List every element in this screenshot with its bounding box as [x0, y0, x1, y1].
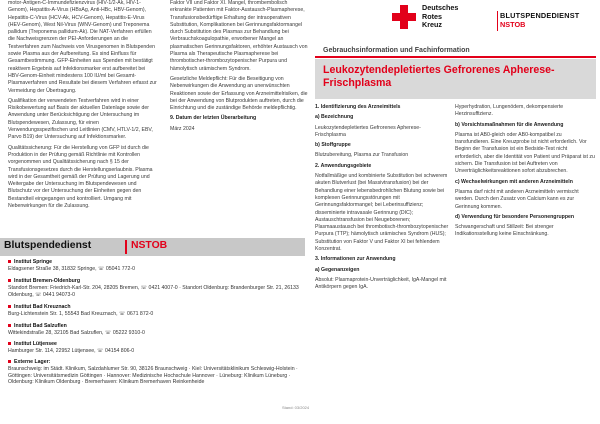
external-storage-heading: Externe Lager: [14, 359, 51, 365]
section-3d-text: Schwangerschaft und Stillzeit: Bei strenger Indikationsstellung keine Einschränkung. [455, 224, 554, 238]
section-1a-text: Leukozytendepletiertes Gefrorenes Apherese-Frischplasma [315, 124, 421, 138]
section-2-heading: 2. Anwendungsgebiete [315, 162, 372, 169]
drk-line: Kreuz [422, 20, 442, 30]
section-9-date: März 2024 [170, 125, 195, 132]
institute-name: Institut Springe [14, 259, 53, 265]
external-storage [8, 359, 304, 386]
logo-separator [497, 11, 498, 31]
product-title: Leukozytendepletiertes Gefrorenes Apherese-Frischplasma [323, 64, 555, 90]
institute-name: Institut Bad Salzuflen [14, 323, 67, 329]
text-column-2 [170, 0, 308, 236]
footer-note: Stand: 03/2024 [282, 405, 310, 410]
blutspendedienst-banner [0, 238, 305, 256]
bullet-icon [8, 360, 11, 363]
drk-line: Deutsches [422, 3, 459, 12]
section-3d-heading: d) Verwendung für besondere Personengruppen [455, 213, 575, 220]
product-title-box [315, 59, 596, 99]
bullet-icon [8, 324, 11, 327]
text-column-3 [315, 104, 450, 422]
red-divider [315, 56, 596, 58]
institute-entry [8, 259, 304, 273]
institute-address: Hamburger Str. 114, 22952 Lütjensee, ☏ 04154 806-0 [8, 347, 135, 354]
external-storage-text: Braunschweig: im Städt. Klinikum, Salzdahlumer Str. 90, 38126 Braunschweig · Kiel: Universitätsklinikum Schleswig-Holstein · Göttingen: Universitätsmedizin Göttingen · Hannover: Medizinische Hochschule Hannover · Lüneburg: Klinikum Lüneburg · Oldenburg: Klinikum Oldenburg · Bremerhaven: Klinikum Bremerhaven Reinkenheide [8, 365, 298, 386]
contraindications-cont: Hyperhydration, Lungenödem, dekompensierte Herzinsuffizienz. [455, 104, 564, 118]
section-3c-text: Plasma darf nicht mit anderen Arzneimitteln vermischt werden. Durch den Zusatz von Calcium kann es zur Gerinnung kommen. [455, 188, 579, 210]
bullet-icon [8, 279, 11, 282]
col2-paragraph: Gesetzliche Meldepflicht: Für die Beseitigung von Nebenwirkungen die Anwendung an unerwünschten Reaktionen sowie der Erfassung von Arzneimittelrisiken, die bei der Anwendung von Blutprodukten auftreten, durch die Einrichtung und die zuständige Behörde meldepflichtig. [170, 75, 308, 112]
institute-address: Standort Bremen: Friedrich-Karl-Str. 204, 28205 Bremen, ☏ 0421 4007-0 · Standort Oldenburg: Brandenburger Str. 21, 26133 Oldenburg, ☏ 0441 94073-0 [8, 284, 299, 298]
document-type-heading: Gebrauchsinformation und Fachinformation [323, 47, 470, 54]
section-3b-heading: b) Vorsichtsmaßnahmen für die Anwendung [455, 121, 564, 128]
banner-region: NSTOB [131, 240, 168, 251]
bsd-region: NSTOB [500, 20, 526, 29]
bsd-name: BLUTSPENDEDIENST [500, 11, 580, 20]
bullet-icon [8, 305, 11, 308]
section-2-text: Notfallmäßige und kombinierte Substitution bei schwerem akuten Blutverlust (bei Massivtransfusion) bei der Behandlung einer lebensbedrohlichen Blutung sowie bei komplexen Gerinnungsstörungen mit Gerinnungsfaktormangel; bei Leberinsuffizienz; disseminierte intravasale Gerinnung (DIC); Austauschtransfusion bei Neugeborenen; Plasmaaustausch bei thrombotisch-thrombozytopenischer Purpura (TTP); hämolytisch urämisches Syndrom (HUS); Substitution von Faktor V und Faktor XI bei fehlendem Konzentrat. [315, 173, 449, 253]
section-3a-heading: a) Gegenanzeigen [315, 266, 360, 273]
col2-paragraph: Faktor VII und Faktor XI. Mangel, thrombembolisch erkrankte Patienten mit Faktor-Austausch-Plasmapherese, Transfusionsbedürftige Erhaltung der intraoperativen Substitution, Komplikationen bei Gerinnungsfaktormangel durch Substitution des Plasmas zur Behandlung bei Verbrauchskoagulopathie, erworbener Mangel an plasmatischen Gerinnungsfaktoren, erhöhter Austausch von Plasma als Therapeutische Plasmapherese bei thrombotischer-thrombozytopenischer Purpura und hämolytisch urämischem Syndrom. [170, 0, 308, 72]
drk-line: Rotes [422, 11, 442, 21]
bullet-icon [8, 342, 11, 345]
col1-paragraph: Qualitätssicherung: Für die Herstellung von GFP ist durch die Produktion in der Prüfung gemäß Richtlinie mit Kontrollen vorgenommen und Qualitätssicherung nach § 15 der Transfusionsgesetzes durch die Herstellungserlaubnis. Plasma wird in der Gesamtheit gemäß der Prüfung und Lagerung und Weitergabe der Untersuchung im Blutspendewesen und Blutschutz vor der Untersuchung der Einheiten gegen den Bestandteil eingegangen und kontrolliert. Umgang mit Nebenwirkungen für die Zulassung. [8, 144, 153, 210]
col1-paragraph: motor-Antigen-C-Immundefizienzvirus (HIV-1/2-Ak, HIV-1-Genom), Hepatitis-A-Virus (HBsAg, Anti-HBc, HBV-Genom), Hepatitis-C-Virus (HCV-Ak, HCV-Genom), Hepatitis-E-Virus (HEV-Genom), West Nil-Virus (WNV-Genom) und Treponema pallidum (Treponema pallidum-Ak). Die NAT-Verfahren erfüllen die Nachweisgrenzen der PEI-Anforderungen an die Testverfahren zum Nachweis von Virusgenomen in Blutspenden sowie Plasma aus der Aufbereitung. Es sind Einfluss für Gesamtbestimmung. GFP-Einheiten aus Spenden mit bestätigt reaktivem Ergebnis auf Infektionsmarker erst aufbereitet bei HBV-Genom-Einheit mindestens 100 IU/ml bei Gesamt-Plasmaverfahren und Resultate bei diesem Verfahren erfasst zur Vermeidung der Übertragung. [8, 0, 157, 94]
text-column-1 [8, 0, 158, 236]
section-3b-text: Plasma ist AB0-gleich oder AB0-kompatibel zu transfundieren. Eine Kreuzprobe ist nicht erforderlich. Vor Beginn der Transfusion ist ein Bedside-Test nicht erforderlich, aber die Identität von Patient und Präparat ist zu sichern. Die Transfusion ist bei Auftreten von Unverträglichkeitsreaktionen sofort abzubrechen. [455, 131, 595, 175]
section-3a-text: Absolut: Plasmaprotein-Unverträglichkeit, IgA-Mangel mit Antikörpern gegen IgA. [315, 276, 447, 291]
institute-name: Institut Bremen-Oldenburg [14, 278, 80, 284]
section-1b-text: Blutzubereitung, Plasma zur Transfusion [315, 152, 409, 159]
institute-address: Wittekindstraße 28, 32105 Bad Salzuflen, ☏ 05222 9310-0 [8, 329, 145, 336]
red-cross-icon [392, 5, 416, 29]
institute-entry [8, 278, 304, 298]
institute-name: Institut Lütjensee [14, 341, 57, 347]
bullet-icon [8, 260, 11, 263]
text-column-4 [455, 104, 595, 422]
section-1b-heading: b) Stoffgruppe [315, 142, 351, 149]
institute-entry [8, 304, 304, 318]
banner-name: Blutspendedienst [4, 240, 92, 251]
section-1a-heading: a) Bezeichnung [315, 114, 354, 121]
blutspendedienst-logo [500, 11, 596, 29]
col1-paragraph: Qualifikation der verwendeten Testverfahren wird in einer Risikobewertung auf Basis der aktuellen Datenlage sowie der Anwendung unter Berücksichtigung der Untersuchung im Blutspendewesen, Zulassung, für einen Verwendungsspezifischen und Leitlinien (CMV, HTLV-1/2, EBV, Parvo B19) der Untersuchung auf Infektionsmarker. [8, 97, 153, 141]
section-9-heading: 9. Datum der letzten Überarbeitung [170, 115, 257, 122]
institute-name: Institut Bad Kreuznach [14, 304, 71, 310]
institute-entry [8, 323, 304, 337]
institute-entry [8, 341, 304, 355]
section-3-heading: 3. Informationen zur Anwendung [315, 256, 396, 263]
banner-separator [125, 240, 127, 254]
drk-logo [392, 3, 492, 37]
section-1-heading: 1. Identifizierung des Arzneimittels [315, 104, 401, 110]
section-3c-heading: c) Wechselwirkungen mit anderen Arzneimitteln [455, 178, 573, 185]
institute-address: Eldagsener Straße 38, 31832 Springe, ☏ 05041 772-0 [8, 265, 136, 272]
institute-address: Burg-Lichtenstein Str. 1, 55543 Bad Kreuznach, ☏ 0671 872-0 [8, 310, 154, 317]
drk-logo-text [422, 4, 458, 30]
